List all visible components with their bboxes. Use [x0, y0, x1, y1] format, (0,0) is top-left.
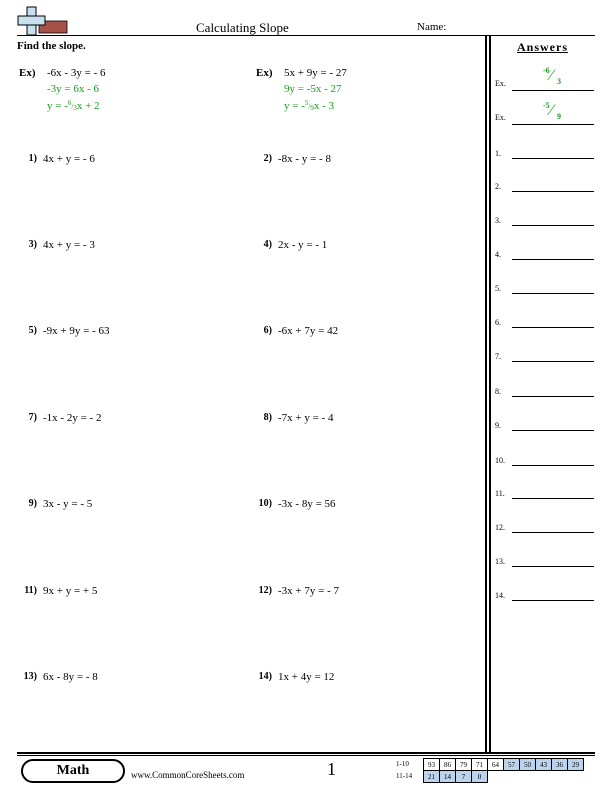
- footer-divider-thin: [17, 755, 595, 756]
- example-result: $y = -^6/_3x + 2$: [47, 99, 100, 112]
- score-cell: 57: [504, 759, 520, 771]
- page-number: 1: [327, 759, 336, 779]
- score-cell: 64: [488, 759, 504, 771]
- score-row-label-1: 1-10: [396, 760, 409, 768]
- website-link: www.CommonCoreSheets.com: [131, 770, 245, 780]
- score-cell: 43: [536, 759, 552, 771]
- header-divider: [17, 35, 595, 36]
- score-cell: 36: [552, 759, 568, 771]
- plus-minus-logo-icon: [17, 6, 69, 36]
- score-cell: 0: [472, 771, 488, 783]
- score-row-2: [424, 771, 584, 783]
- score-cell: 71: [472, 759, 488, 771]
- score-table: [423, 758, 584, 783]
- score-row-1: [424, 759, 584, 771]
- score-row-label-2: 11-14: [396, 772, 413, 780]
- score-cell: 79: [456, 759, 472, 771]
- score-cell: 86: [440, 759, 456, 771]
- score-cell: 7: [456, 771, 472, 783]
- page-title: Calculating Slope: [196, 20, 289, 35]
- example-step: -3y = 6x - 6: [47, 83, 100, 95]
- answers-divider-right: [489, 35, 491, 752]
- example-equation: 5x + 9y = - 27: [284, 67, 347, 79]
- score-cell: 14: [440, 771, 456, 783]
- score-cell: 21: [424, 771, 440, 783]
- footer-divider: [17, 752, 595, 754]
- example-result: $y = -^5/_9x - 3$: [284, 99, 334, 112]
- answers-title: Answers: [517, 40, 568, 54]
- example-label: Ex): [256, 67, 273, 79]
- example-label: Ex): [19, 67, 36, 79]
- score-cell: 29: [568, 759, 584, 771]
- instructions: Find the slope.: [17, 40, 86, 52]
- subject-badge: Math: [21, 759, 125, 783]
- example-equation: -6x - 3y = - 6: [47, 67, 106, 79]
- answers-divider-left: [485, 35, 487, 752]
- score-cell: 93: [424, 759, 440, 771]
- score-cell: 50: [520, 759, 536, 771]
- example-step: 9y = -5x - 27: [284, 83, 342, 95]
- name-label: Name:: [417, 21, 447, 33]
